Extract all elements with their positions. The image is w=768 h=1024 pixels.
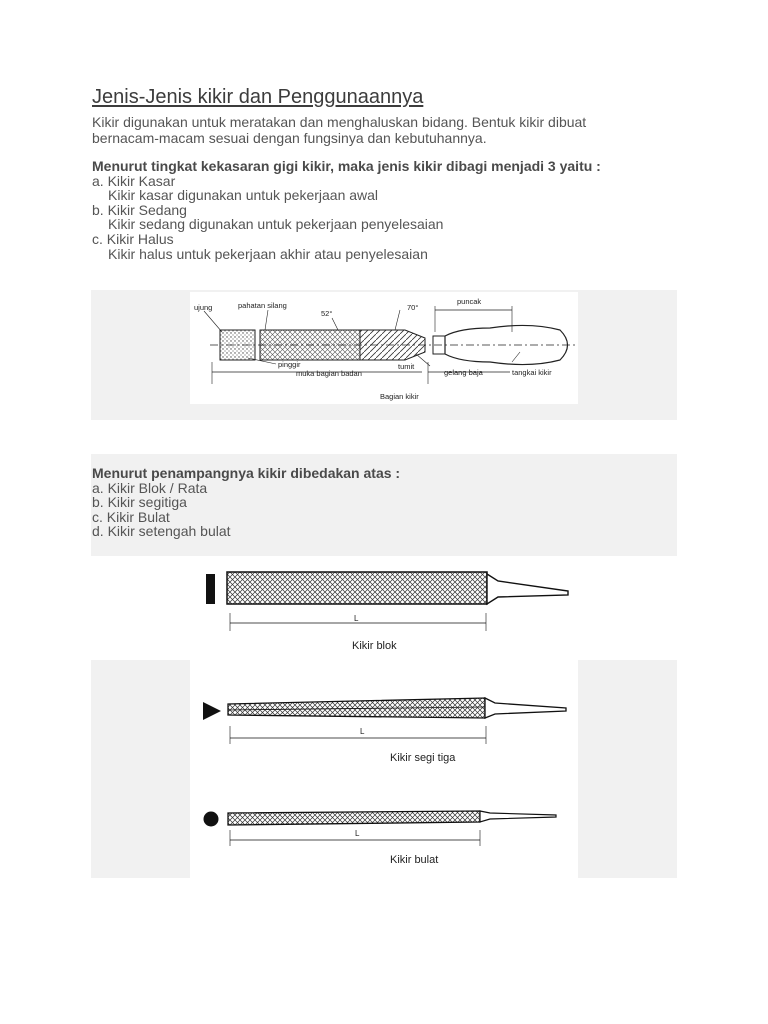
label-tangkai: tangkai kikir [512, 368, 552, 377]
triangle-file-body [228, 698, 485, 718]
length-label: L [355, 829, 360, 838]
figure-caption: Kikir bulat [390, 854, 439, 866]
length-label: L [360, 727, 365, 736]
cross-section-heading: Menurut penampangnya kikir dibedakan atas : [92, 465, 401, 481]
triangle-section-symbol [203, 702, 221, 720]
hardness-heading: Menurut tingkat kekasaran gigi kikir, maka jenis kikir dibagi menjadi 3 yaitu : [92, 158, 601, 174]
list-item: c. Kikir Bulat [92, 508, 170, 525]
figure-caption: Bagian kikir [380, 392, 419, 401]
file-parts-figure [190, 292, 578, 404]
triangle-file-tang [485, 698, 566, 718]
hardness-section [92, 159, 672, 261]
label-ujung: ujung [194, 303, 213, 312]
label-pahatan: pahatan silang [238, 301, 287, 310]
page-title: Jenis-Jenis kikir dan Penggunaannya [92, 86, 424, 108]
label-gelang: gelang baja [444, 368, 483, 377]
figure-caption: Kikir segi tiga [390, 752, 456, 764]
file-parts-diagram [190, 292, 578, 404]
intro-paragraph: Kikir digunakan untuk meratakan dan menghaluskan bidang. Bentuk kikir dibuat bernacam-macam sesuai dengan fungsinya dan kebutuhannya. [92, 114, 587, 146]
round-file-body [228, 811, 480, 825]
round-file-tang [480, 811, 556, 822]
label-tumit: tumit [398, 362, 415, 371]
figure-caption: Kikir blok [352, 640, 397, 652]
flat-file-figure [190, 557, 578, 660]
list-item: a. Kikir Blok / Rata [92, 479, 208, 496]
label-muka: muka bagian badan [296, 369, 362, 378]
flat-file-body [227, 572, 487, 604]
round-section-symbol [204, 812, 219, 827]
label-angle-52: 52° [321, 309, 333, 318]
cross-section-list [92, 466, 592, 539]
flat-file-tang [487, 574, 568, 604]
triangle-round-figure [190, 660, 578, 878]
length-label: L [354, 614, 359, 623]
list-item-desc: Kikir halus untuk pekerjaan akhir atau penyelesaian [108, 245, 428, 262]
list-item: c. Kikir Halus [92, 230, 174, 247]
list-item: d. Kikir setengah bulat [92, 523, 231, 540]
list-item: a. Kikir Kasar [92, 172, 176, 189]
list-item: b. Kikir segitiga [92, 494, 187, 511]
triangle-round-diagram [190, 660, 578, 878]
list-item: b. Kikir Sedang [92, 201, 187, 218]
label-puncak: puncak [457, 297, 482, 306]
label-angle-70: 70° [407, 303, 419, 312]
list-item-desc: Kikir kasar digunakan untuk pekerjaan awal [108, 187, 379, 204]
list-item-desc: Kikir sedang digunakan untuk pekerjaan penyelesaian [108, 216, 444, 233]
flat-file-diagram [190, 557, 578, 660]
label-pinggir: pinggir [278, 360, 301, 369]
flat-section-symbol [206, 574, 215, 604]
